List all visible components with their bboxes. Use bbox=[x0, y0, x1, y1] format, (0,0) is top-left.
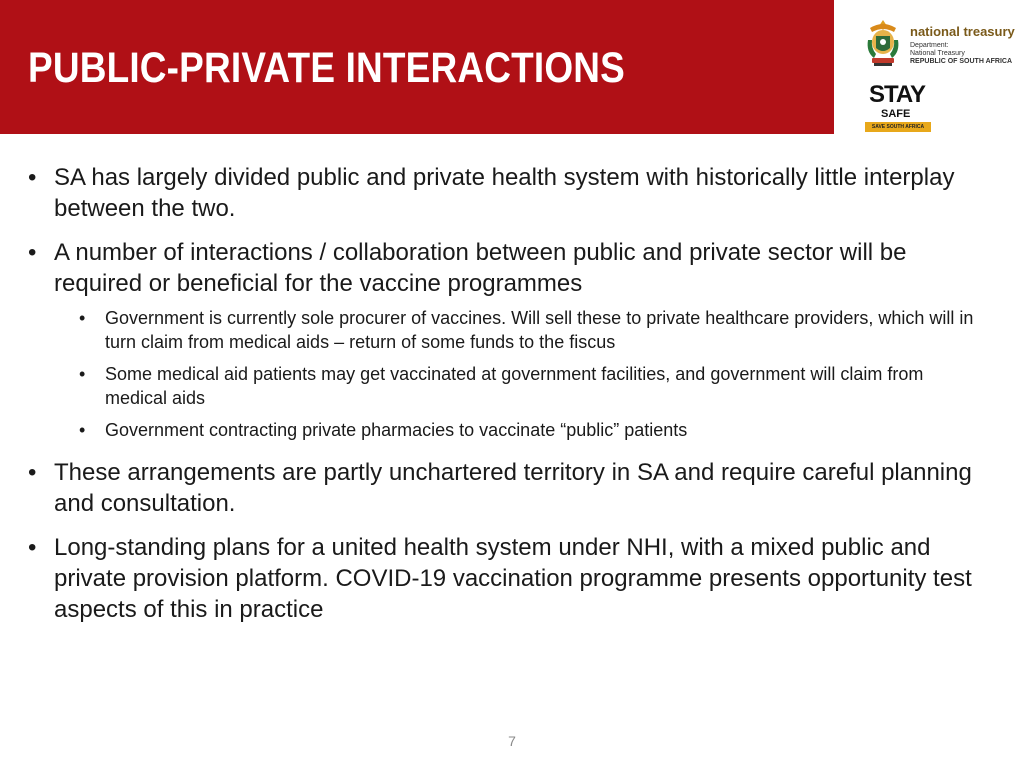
bullet-item: • A number of interactions / collaboration between public and private sector will be required or beneficial for the vaccine programmes bbox=[54, 237, 984, 299]
stay-safe-logo bbox=[865, 82, 931, 136]
stay-safe-logo-safe: SAFE bbox=[881, 108, 911, 120]
page-number: 7 bbox=[508, 733, 516, 749]
title-bar bbox=[0, 0, 834, 134]
national-treasury-logo-name: national treasury bbox=[910, 24, 1015, 39]
sub-bullet-item: • Some medical aid patients may get vaccinated at government facilities, and government will claim from medical aids bbox=[105, 362, 975, 410]
bullet-item: • SA has largely divided public and private health system with historically little interplay between the two. bbox=[54, 162, 984, 224]
national-treasury-logo-line: Department: bbox=[910, 42, 949, 49]
sub-bullet-item: • Government is currently sole procurer of vaccines. Will sell these to private healthcare providers, which will in turn claim from medical aids – return of some funds to the fiscus bbox=[105, 306, 975, 354]
bullet-item: • Long-standing plans for a united health system under NHI, with a mixed public and private provision platform. COVID-19 vaccination programme presents opportunity test aspects of this in practice bbox=[54, 532, 984, 625]
bullet-item: • These arrangements are partly unchartered territory in SA and require careful planning and consultation. bbox=[54, 457, 984, 519]
logo-area bbox=[860, 14, 1020, 138]
sub-bullet-item: • Government contracting private pharmacies to vaccinate “public” patients bbox=[105, 418, 975, 442]
stay-safe-logo-stay: STAY bbox=[869, 81, 926, 108]
stay-safe-logo-band: SAVE SOUTH AFRICA bbox=[865, 122, 931, 132]
coat-of-arms-icon bbox=[864, 18, 902, 68]
national-treasury-logo-line: National Treasury bbox=[910, 50, 965, 57]
national-treasury-logo-line: REPUBLIC OF SOUTH AFRICA bbox=[910, 58, 1013, 65]
slide-title: PUBLIC-PRIVATE INTERACTIONS bbox=[28, 44, 626, 92]
